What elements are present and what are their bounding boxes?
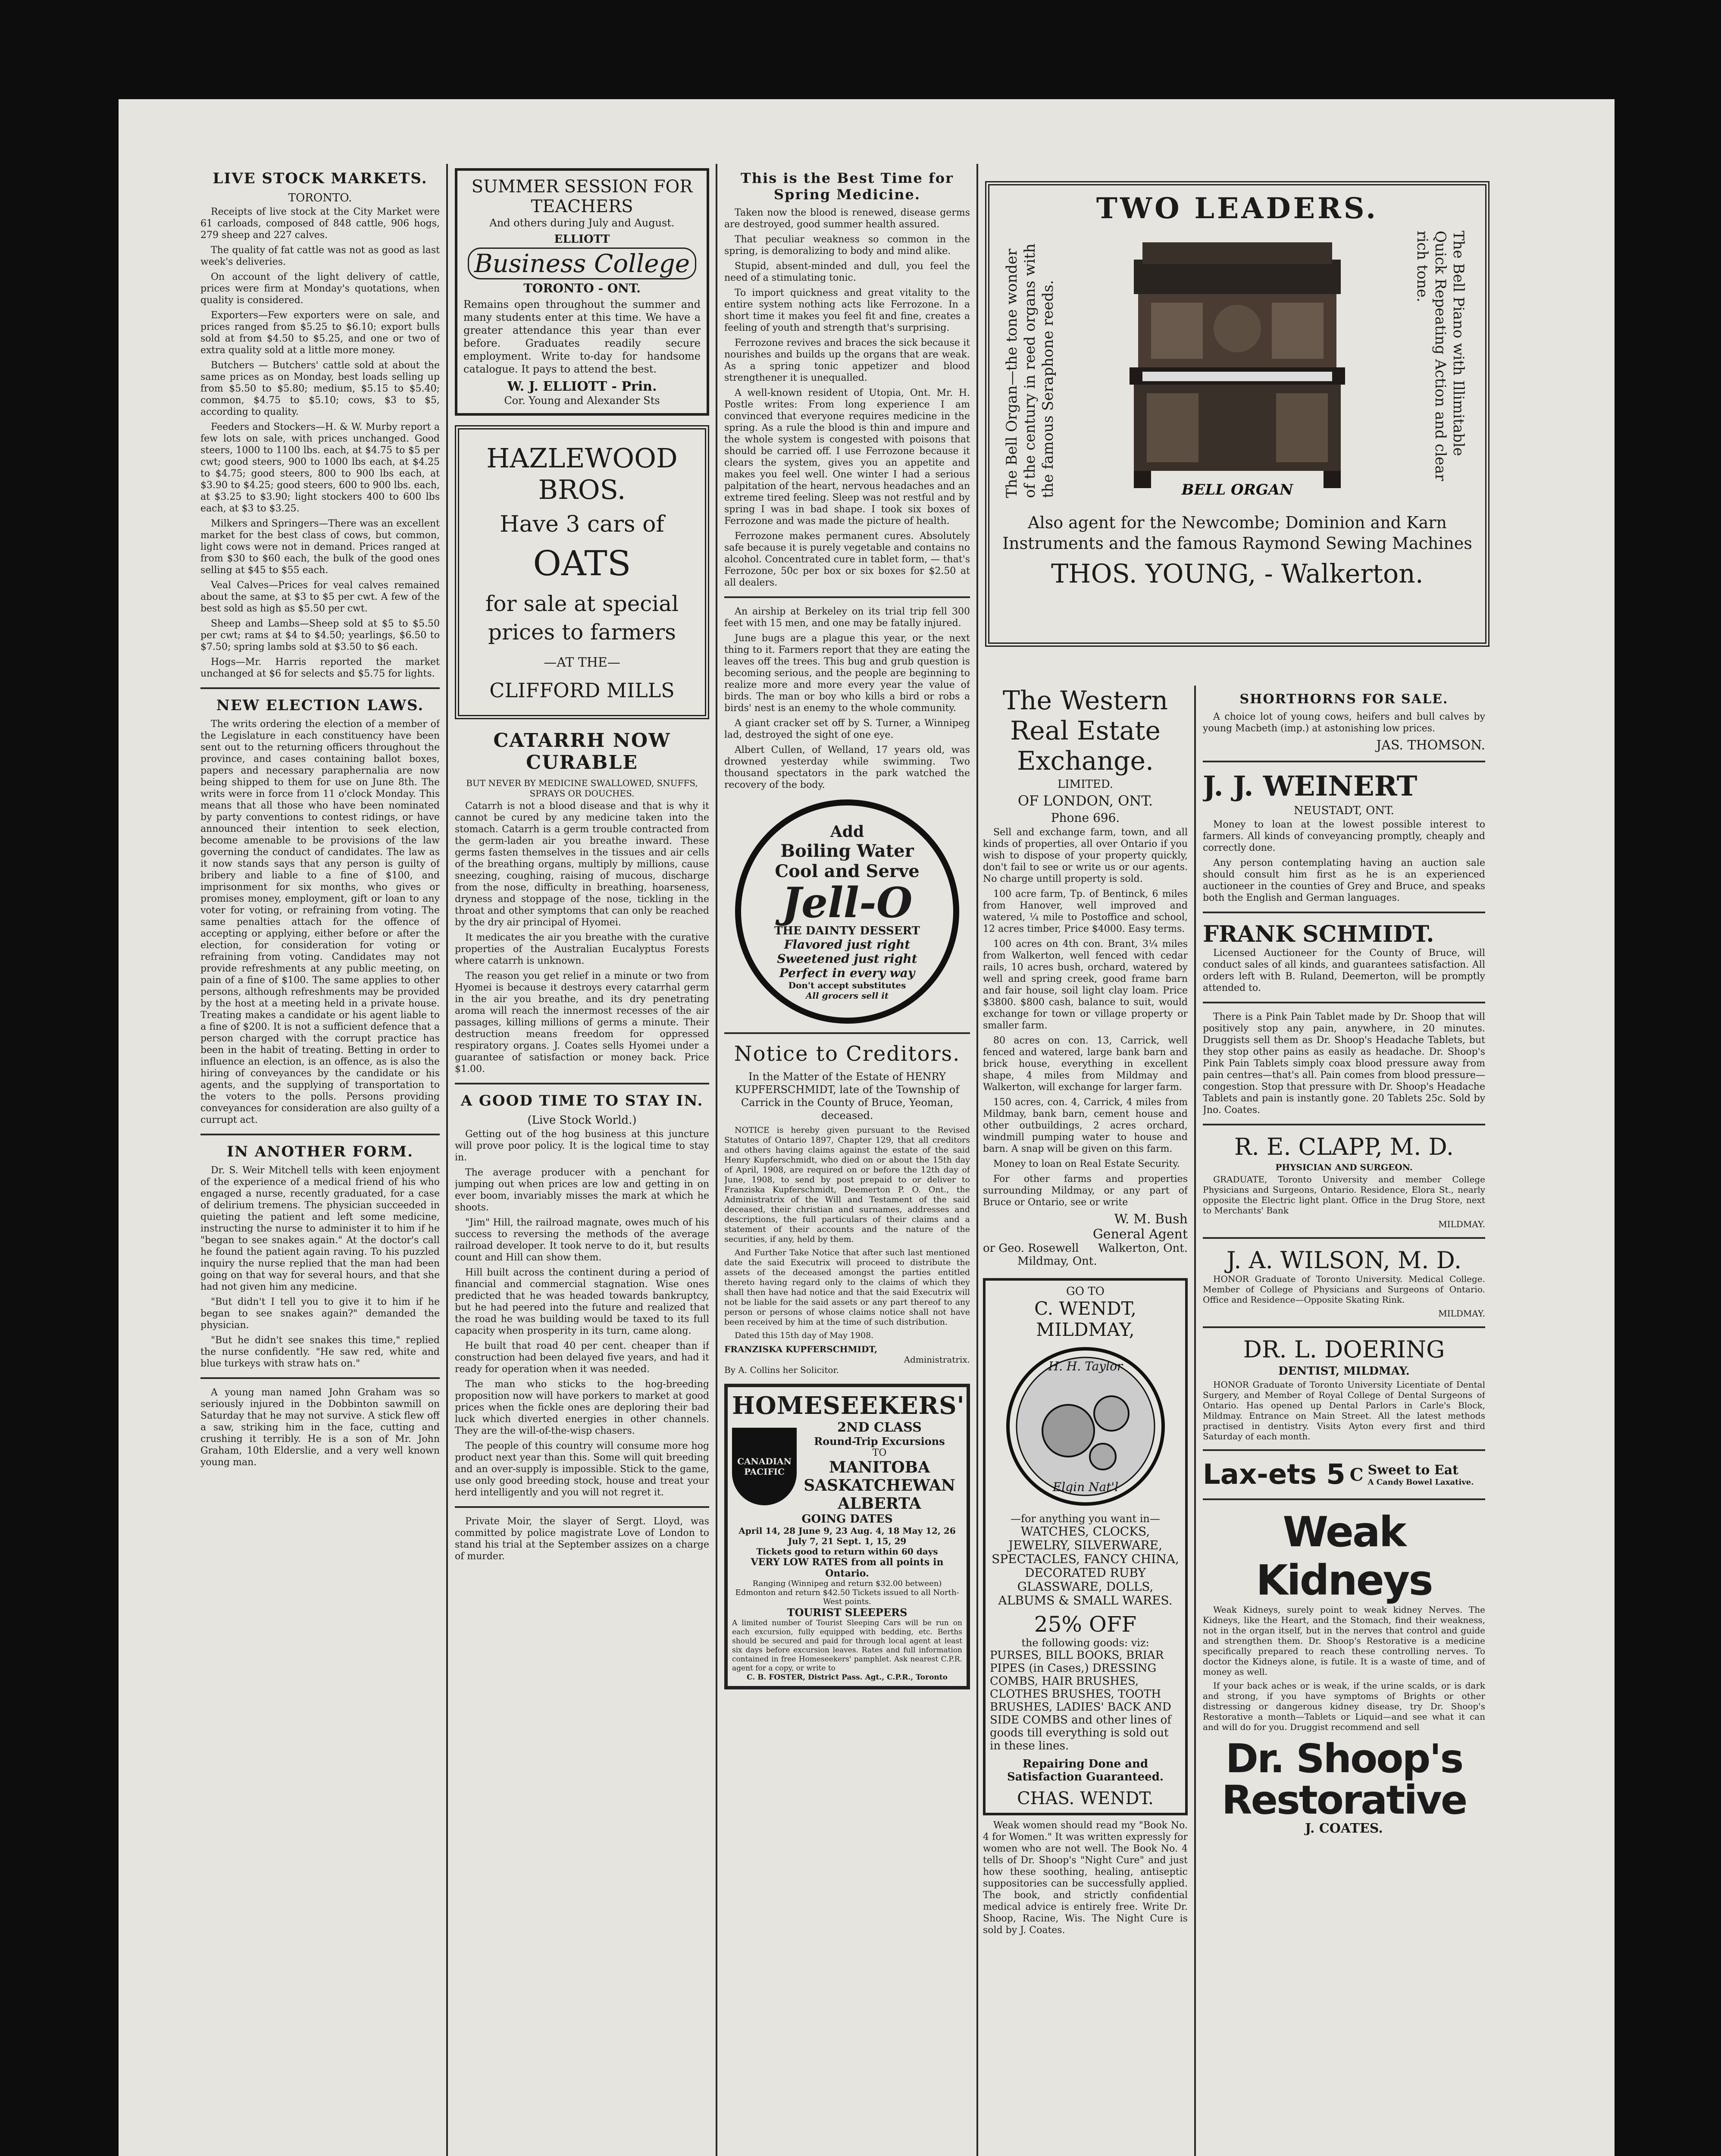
pocket-watch-icon [1004,1344,1167,1508]
shorthorns-title: SHORTHORNS FOR SALE. [1239,692,1449,707]
cpr-shield-icon [732,1428,797,1505]
jello-ad [735,799,959,1024]
wendt-following: the following goods: viz: [1021,1637,1149,1649]
cpr-agent: C. B. FOSTER, District Pass. Agt., C.P.R., Toronto [747,1673,948,1682]
hazlewood-line3: Have 3 cars of [500,511,664,537]
clapp-para: GRADUATE, Toronto University and member College Physicians and Surgeons, Ontario. Residence, Elora St., nearly opposite the Electric light plant. Office in the Drug Store, next to Merchants' Bank [1203,1174,1485,1216]
column-rule [446,164,448,2156]
hazlewood-line7: CLIFFORD MILLS [489,679,675,702]
weinert-para: Any person contemplating having an auction sale should consult him first as he is an experienced auctioneer in the counties of Grey and Bruce, and speaks both the English and German languages. [1203,858,1485,903]
divider [200,687,440,689]
election-title: NEW ELECTION LAWS. [216,697,424,714]
jello-brand: Jell-O [782,878,913,927]
doering-para: HONOR Graduate of Toronto University Licentiate of Dental Surgery, and Member of Royal College of Dental Surgeons of Ontario. Has opened up Dental Parlors in Carle's Block, Mildmay. Entrance on Main Street. All the latest methods practised in dentistry. Visits Ayton every first and third Saturday of each month. [1203,1379,1485,1442]
spring-para: Stupid, absent-minded and dull, you feel the need of a stimulating tonic. [724,261,970,283]
wendt-off: 25% OFF [1034,1612,1137,1637]
jello-line2: Boiling Water [780,841,914,861]
weinert-para: Money to loan at the lowest possible interest to farmers. All kinds of conveyancing promptly, cheaply and correctly done. [1203,819,1485,853]
organ-label: BELL ORGAN [1181,481,1293,498]
clapp-sub: PHYSICIAN AND SURGEON. [1275,1162,1413,1172]
cpr-dest3: ALBERTA [838,1495,921,1513]
shoop-title: Dr. Shoop's Restorative [1221,1736,1467,1823]
catarrh-para: It medicates the air you breathe with the curative properties of the Australian Eucalyptus Forests where catarrh is unknown. [455,932,709,966]
kidneys-title: Weak Kidneys [1256,1508,1432,1604]
goodtime-para: Getting out of the hog business at this juncture will prove poor policy. It is the logical time to stay in. [455,1129,709,1163]
cpr-sleepers: TOURIST SLEEPERS [787,1606,907,1619]
news-para: June bugs are a plague this year, or the next thing to it. Farmers report that they are eating the leaves off the trees. This bug and grub question is becoming serious, and the people are beginning to realize more and more every year the value of birds. The man or boy who kills a bird or robs a birds' nest is an enemy to the whole community. [724,633,970,714]
weinert-name: J. J. WEINERT [1203,770,1417,802]
cpr-sub2: Round-Trip Excursions [814,1435,945,1448]
notice-para: Dated this 15th day of May 1908. [735,1331,874,1340]
shorthorns-sign: JAS. THOMSON. [1376,738,1485,753]
goodtime-title: A GOOD TIME TO STAY IN. [460,1092,704,1109]
agent-text: Also agent for the Newcombe; Dominion and Karn Instruments and the famous Raymond Sewing Machines [1002,513,1472,553]
wendt-name: C. WENDT, MILDMAY, [1034,1298,1136,1340]
notice-sign: FRANZISKA KUPFERSCHMIDT, [724,1344,878,1354]
newspaper-sheet [119,99,1615,2156]
notice-role: Administratrix. [904,1354,970,1365]
clapp-town: MILDMAY. [1438,1219,1485,1229]
jello-tagline: THE DAINTY DESSERT [774,924,920,937]
cpr-rates: Ranging (Winnipeg and return $32.00 between) Edmonton and return $42.50 Tickets issued to all North-West points. [735,1579,959,1606]
another-para: Dr. S. Weir Mitchell tells with keen enjoyment of the experience of a medical friend of his who engaged a nurse, recently graduated, for a case of delirium tremens. The physician succeeded in quieting the patient and left some medicine, instructing the nurse to administer it to him if he "began to see snakes again." At the doctor's call he found the patient again raving. To his puzzled inquiry the nurse replied that the man had been going on that way for several hours, and that she had not given him any medicine. [200,1165,440,1292]
wendt-go: GO TO [1066,1285,1105,1298]
summer-session-ad [455,168,709,416]
divider [1203,912,1485,913]
divider [1203,1237,1485,1239]
hazlewood-line4: OATS [533,543,631,583]
shoop-sign: J. COATES. [1305,1821,1383,1836]
livestock-para: Hogs—Mr. Harris reported the market unchanged at $6 for selects and $5.75 for lights. [200,657,440,679]
spring-para: Ferrozone makes permanent cures. Absolutely safe because it is purely vegetable and contains no alcohol. Concentrated cure in tablet form, — that's Ferrozone, 50c per box or six boxes for $2.50 at all dealers. [724,531,970,588]
column-rule [716,164,717,2156]
college-owner: ELLIOTT [554,233,610,246]
wilson-town: MILDMAY. [1438,1308,1485,1319]
divider [1203,1124,1485,1125]
goodtime-para: Private Moir, the slayer of Sergt. Lloyd, was committed by police magistrate Love of London to stand his trial at the September assizes on a charge of murder. [455,1516,709,1562]
livestock-para: On account of the light delivery of cattle, prices were firm at Monday's quotations, when quality is considered. [200,272,440,306]
column-rule [976,164,978,2156]
jello-l4: Don't accept substitutes [788,980,906,990]
women-para: Weak women should read my "Book No. 4 for Women." It was written expressly for women who are not well. The Book No. 4 tells of Dr. Shoop's "Night Cure" and just how these soothing, healing, antiseptic suppositories can be successfully applied. The book, and strictly confidential medical advice is entirely free. Write Dr. Shoop, Racine, Wis. The Night Cure is sold by J. Coates. [983,1820,1188,1936]
hazlewood-line1: HAZLEWOOD [486,442,678,474]
cpr-good: Tickets good to return within 60 days [756,1546,938,1557]
wendt-goods2: PURSES, BILL BOOKS, BRIAR PIPES (in Cases,) DRESSING COMBS, HAIR BRUSHES, CLOTHES BRUSHES, TOOTH BRUSHES, LADIES' BACK AND SIDE COMBS and other lines of goods till everything is sold out in these lines. [990,1649,1171,1752]
laxets-title: Lax-ets 5 [1203,1459,1346,1491]
cpr-going: GOING DATES [801,1513,893,1526]
livestock-para: Veal Calves—Prices for veal calves remained about the same, at $3 to $5 per cwt. A few of the best sold as high as $5.50 per cwt. [200,580,440,614]
two-leaders-ad [985,181,1489,647]
column-4 [983,686,1188,2156]
another-para: A young man named John Graham was so seriously injured in the Dobbinton sawmill on Saturday that he may not survive. A stick flew off a saw, striking him in the face, cutting and crushing it terribly. He is a son of Mr. John Graham, 10th Elderslie, and a very well known young man. [200,1387,440,1468]
cpr-low: VERY LOW RATES from all points in Ontario. [751,1557,944,1579]
cpr-dest1: MANITOBA [829,1458,930,1476]
goodtime-para: The people of this country will consume more hog product next year than this. Some will quit breeding and an over-supply is impossible. Stick to the game, use only good breeding stock, house and treat your herd intelligently and you will not regret it. [455,1441,709,1498]
divider [1203,1002,1485,1003]
goodtime-para: Hill built across the continent during a period of financial and commercial stagnation. Wise ones predicted that he was headed towards bankruptcy, but he had peered into the future and realized that the road he was building would be taxed to its full capacity when prosperity in its turn, came along. [455,1267,709,1336]
news-para: A giant cracker set off by S. Turner, a Winnipeg lad, destroyed the sight of one eye. [724,718,970,740]
column-3 [724,164,970,2156]
watch-brand-label: Elgin Nat'l [1052,1480,1118,1494]
wendt-anything: —for anything you want in— [1011,1513,1160,1525]
jello-l5: All grocers sell it [805,990,889,1001]
jello-l2: Sweetened just right [777,952,917,966]
news-para: Albert Cullen, of Welland, 17 years old, was drowned yesterday while swimming. Two thousand spectators in the park watched the recovery of the body. [724,745,970,790]
divider [200,1377,440,1379]
western-title: The Western Real Estate Exchange. [1002,686,1168,776]
cpr-sub1: 2ND CLASS [837,1420,922,1435]
livestock-para: Receipts of live stock at the City Market were 61 carloads, composed of 848 cattle, 906 hogs, 279 sheep and 227 calves. [200,207,440,241]
western-alt-city: Mildmay, Ont. [1017,1255,1097,1268]
western-para: 100 acres on 4th con. Brant, 3¼ miles from Walkerton, well fenced with cedar rails, 10 acres bush, orchard, watered by well and spring creek, good frame barn and fair house, soil light clay loam. Price $3800. $800 cash, balance to suit, would exchange for town or village property or smaller farm. [983,939,1188,1031]
livestock-para: Exporters—Few exporters were on sale, and prices ranged from $5.25 to $6.10; export bulls sold at from $4.50 to $5.25, and one or two of extra quality sold at a little more money. [200,310,440,356]
wilson-para: HONOR Graduate of Toronto University. Medical College. Member of College of Physicians and Surgeons of Ontario. Office and Residence—Opposite Skating Rink. [1203,1274,1485,1305]
divider [455,1506,709,1508]
kidneys-para: Weak Kidneys, surely point to weak kidney Nerves. The Kidneys, like the Heart, and the Stomach, find their weakness, not in the organ itself, but in the nerves that control and guide and strengthen them. Dr. Shoop's Restorative is a medicine specifically prepared to reach these controlling nerves. To doctor the Kidneys alone, is futile. It is a waste of time, and of money as well. [1203,1604,1485,1677]
western-para: For other farms and properties surrounding Mildmay, or any part of Bruce or Ontario, see or write [983,1174,1188,1208]
laxets-c: C [1349,1464,1364,1485]
livestock-subtitle: TORONTO. [288,191,352,204]
another-para: "But didn't I tell you to give it to him if he began to see snakes again?" demanded the physician. [200,1297,440,1331]
doering-name: DR. L. DOERING [1243,1336,1445,1363]
hazlewood-line2: BROS. [538,474,626,505]
spring-para: Ferrozone revives and braces the sick because it nourishes and builds up the organs that are weak. As a spring tonic appetizer and blood strengthener it is unequalled. [724,338,970,383]
laxets-sub1: Sweet to Eat [1367,1463,1459,1478]
summer-title: SUMMER SESSION FOR TEACHERS [471,177,693,216]
hazlewood-line6: —AT THE— [544,655,620,670]
western-phone: Phone 696. [1051,811,1120,825]
wilson-name: J. A. WILSON, M. D. [1226,1247,1462,1274]
western-alt: or Geo. Rosewell [983,1242,1079,1255]
hazlewood-line5: for sale at special prices to farmers [485,591,679,645]
cpr-dest2: SASKATCHEWAN [804,1476,955,1495]
dealer-name: THOS. YOUNG, - Walkerton. [1051,559,1424,589]
jello-l1: Flavored just right [784,937,911,952]
cpr-to: TO [872,1448,887,1458]
another-para: "But he didn't see snakes this time," replied the nurse confidently. "He saw red, white and blue turkeys with straw hats on." [200,1335,440,1369]
spring-title: This is the Best Time for Spring Medicine. [741,170,954,203]
weinert-town: NEUSTADT, ONT. [1294,804,1394,817]
divider [455,1083,709,1084]
shorthorns-para: A choice lot of young cows, heifers and bull calves by young Macbeth (imp.) at astonishing low prices. [1203,711,1485,734]
column-rule [1194,686,1196,2156]
notice-para: And Further Take Notice that after such last mentioned date the said Executrix will proceed to distribute the assets of the deceased amongst the parties entitled thereto having regard only to the claims of which they shall then have had notice and that the said Executrix will not be liable for the said assets or any part thereof to any person or persons of whose claims notice shall not have been received by him at the time of such distribution. [724,1248,970,1327]
catarrh-para: Catarrh is not a blood disease and that is why it cannot be cured by any medicine taken into the stomach. Catarrh is a germ trouble contracted from the germ-laden air you breathe inward. These germs fasten themselves in the tissues and air cells of the breathing organs, multiply by millions, cause sneezing, coughing, raising of mucous, discharge from the nose, difficulty in breathing, hoarseness, dryness and stoppage of the nose, tickling in the throat and other symptoms that can only be reached by the dry air principal of Hyomei. [455,801,709,928]
notice-solicitor: By A. Collins her Solicitor. [724,1365,839,1375]
divider [1203,1498,1485,1500]
western-para: 80 acres on con. 13, Carrick, well fenced and watered, large bank barn and brick house, everything in excellent shape, 4 miles from Mildmay and Walkerton, will exchange for larger farm. [983,1035,1188,1093]
divider [200,1134,440,1135]
news-para: An airship at Berkeley on its trial trip fell 300 feet with 15 men, and one may be fatally injured. [724,606,970,629]
column-2 [455,164,709,2156]
divider [724,1032,970,1034]
goodtime-sub: (Live Stock World.) [527,1114,637,1127]
kidneys-para: If your back aches or is weak, if the urine scalds, or is dark and strong, if you have symptoms of Brights or other distressing or dangerous kidney disease, try Dr. Shoop's Restorative a month—Tablets or Liquid—and see what it can and will do for you. Druggist recommend and sell [1203,1680,1485,1732]
column-5 [1203,686,1485,2156]
catarrh-sub: BUT NEVER BY MEDICINE SWALLOWED, SNUFFS, SPRAYS OR DOUCHES. [466,778,698,799]
notice-para: NOTICE is hereby given pursuant to the Revised Statutes of Ontario 1897, Chapter 129, that all creditors and others having claims against the estate of the said Henry Kupferschmidt, who died on or about the 15th day of April, 1908, are required on or before the 12th day of June, 1908, to send by post prepaid to or deliver to Franziska Kupferschmidt, Deemerton P. O. Ont., the Administratrix of the Will and Testament of the said deceased, their christian and surnames, addresses and descriptions, the full particulars of their claims and a statement of their accounts and the nature of the securities, if any, held by them. [724,1125,970,1244]
spring-para: Taken now the blood is renewed, disease germs are destroyed, good summer health assured. [724,207,970,230]
watch-maker-label: H. H. Taylor [1048,1359,1123,1373]
goodtime-para: "Jim" Hill, the railroad magnate, owes much of his success to reversing the methods of the average railroad developer. It took nerve to do it, but results count and Hill can show them. [455,1217,709,1263]
column-1 [200,164,440,2156]
livestock-para: Butchers — Butchers' cattle sold at about the same prices as on Monday, best loads selling up from $5.50 to $5.80; medium, $5.15 to $5.40; common, $4.75 to $5.10; cows, $3 to $5, according to quality. [200,360,440,417]
livestock-para: The quality of fat cattle was not as good as last week's deliveries. [200,245,440,267]
goodtime-para: The man who sticks to the hog-breeding proposition now will have porkers to market at good prices when the fickle ones are deploring their bad luck which diverted energies in other channels. They are the will-of-the-wisp chasers. [455,1379,709,1436]
jello-l3: Perfect in every way [779,966,915,980]
western-city: OF LONDON, ONT. [1017,793,1153,809]
doering-sub: DENTIST, MILDMAY. [1278,1365,1410,1378]
catarrh-title: CATARRH NOW CURABLE [493,730,671,774]
cpr-dates: April 14, 28 June 9, 23 Aug. 4, 18 May 12, 26 July 7, 21 Sept. 1, 15, 29 [738,1526,956,1546]
livestock-title: LIVE STOCK MARKETS. [213,170,428,187]
principal: W. J. ELLIOTT - Prin. [507,379,657,394]
organ-left-text: The Bell Organ—the tone wonder of the century in reed organs with the famous Seraphone reeds. [1003,243,1057,498]
hazlewood-ad [455,425,709,719]
western-para: Sell and exchange farm, town, and all kinds of properties, all over Ontario if you wish to dispose of your property quickly, don't fail to see or write us or our agents. No charge untill property is sold. [983,827,1188,884]
two-leaders-title: TWO LEADERS. [1096,191,1379,225]
divider [1203,1326,1485,1328]
cpr-ad [724,1384,970,1689]
cpr-fine: A limited number of Tourist Sleeping Cars will be run on each excursion, fully equipped with bedding, etc. Berths should be secured and paid for through local agent at least six days before excursion leaves. Rates and full information contained in free Homeseekers' pamphlet. Ask nearest C.P.R. agent for a copy, or write to [732,1619,962,1673]
livestock-para: Sheep and Lambs—Sheep sold at $5 to $5.50 per cwt; rams at $4 to $4.50; yearlings, $6.50 to $7.50; spring lambs sold at $3.50 to $6 each. [200,618,440,652]
jello-line3: Cool and Serve [775,861,920,881]
summer-body: Remains open throughout the summer and many students enter at this time. We have a greater attendance this year than ever before. Graduates readily secure employment. Write to-day for handsome catalogue. It pays to attend the best. [463,298,701,375]
livestock-para: Feeders and Stockers—H. & W. Murby report a few lots on sale, with prices unchanged. Good steers, 1000 to 1100 lbs. each, at $4.75 to $5 per cwt; good steers, 900 to 1000 lbs each, at $4.25 to $4.75; good steers, 800 to 900 lbs each, at $3.90 to $4.25; good steers, 600 to 900 lbs. each, at $3.25 to $3.90; light stockers 400 to 600 lbs each, at $3 to $3.25. [200,422,440,514]
notice-title: Notice to Creditors. [734,1042,961,1066]
wendt-ad [983,1278,1188,1815]
pink-tablet-para: There is a Pink Pain Tablet made by Dr. Shoop that will positively stop any pain, anywhere, in 20 minutes. Druggists sell them as Dr. Shoop's Headache Tablets, but they stop other pains as easily as headache. Dr. Shoop's Pink Pain Tablets simply coax blood pressure away from pain centres—that's all. Pain comes from blood pressure—congestion. Stop that pressure with Dr. Shoop's Headache Tablets and pain is instantly gone. 20 Tablets 25c. Sold by Jno. Coates. [1203,1012,1485,1116]
schmidt-para: Licensed Auctioneer for the County of Bruce, will conduct sales of all kinds, and guarantees satisfaction. All orders left with B. Ruland, Deemerton, will be promptly attended to. [1203,948,1485,993]
another-form-title: IN ANOTHER FORM. [227,1143,413,1160]
divider [1203,761,1485,762]
wendt-owner: CHAS. WENDT. [1017,1789,1154,1808]
bell-organ-image [1104,234,1371,501]
college-name: Business College [468,248,696,279]
goodtime-para: The average producer with a penchant for jumping out when prices are low and getting in on ever boom, invariably misses the mark at which he shoots. [455,1167,709,1213]
spring-para: A well-known resident of Utopia, Ont. Mr. H. Postle writes: From long experience I am convinced that everyone requires medicine in the spring. As a rule the blood is thin and impure and the whole system is congested with poisons that should be carried off. I use Ferrozone because it clears the system, gives you an appetite and makes you feel well. One winter I had a serious palpitation of the heart, nervous headaches and an extreme tired feeling. Sleep was not restful and by spring I was in bad shape. I took six boxes of Ferrozone and was made the picture of health. [724,388,970,526]
western-para: 100 acre farm, Tp. of Bentinck, 6 miles from Hanover, well improved and watered, ¼ mile to Postoffice and school, 12 acres timber, Price $4000. Easy terms. [983,889,1188,934]
wendt-goods: WATCHES, CLOCKS, JEWELRY, SILVERWARE, SPECTACLES, FANCY CHINA, DECORATED RUBY GLASSWARE, DOLLS, ALBUMS & SMALL WARES. [992,1524,1179,1608]
goodtime-para: He built that road 40 per cent. cheaper than if construction had been delayed five years, and had it ready for operation when it was needed. [455,1341,709,1375]
wendt-repair: Repairing Done and Satisfaction Guaranteed. [1007,1758,1164,1783]
livestock-para: Milkers and Springers—There was an excellent market for the best class of cows, but common, light cows were not in demand. Prices ranged at from $30 to $60 each, the bulk of the good ones selling at $45 to $55 each. [200,518,440,576]
jello-line1: Add [830,823,864,841]
western-limited: LIMITED. [1058,778,1113,791]
college-address: Cor. Young and Alexander Sts [504,395,660,407]
clapp-name: R. E. CLAPP, M. D. [1234,1133,1454,1160]
election-para: The writs ordering the election of a member of the Legislature in each constituency have been sent out to the returning officers throughout the province, and cases containing ballot boxes, papers and necessary paraphernalia are now being shipped to them for use on June 8th. The writs were in force from 11 o'clock Monday. This means that all those who have been nominated by party conventions to contest ridings, or have announced their intention to seek election, become amenable to be provisions of the law governing the conduct of candidates. The law as it now stands says that any person is guilty of bribery and liable to a fine of $100, and imprisonment for six months, who gives or promises money, employment, gift or loan to any voter for voting, or refraining from voting. The same penalties attach for the offence of accepting or applying, either before or after the election, for consideration for voting or refraining from voting. Candidates may not provide refreshments at any public meeting, on pain of a fine of $100. The same applies to other persons, although refreshments may be provided by the host at a meeting held in a private house. Treating makes a candidate or his agent liable to a fine of $200. It is not a sufficient defence that a person charged with the corrupt practice has been in the habit of treating. Betting in order to influence an election, is an offence, as is also the hiring of conveyances by the candidate or his agents, and the supplying of transportation to the voters to the polls. Persons providing conveyances for consideration are also guilty of a currupt act. [200,719,440,1125]
laxets-ad [1203,1459,1485,1491]
western-para: 150 acres, con. 4, Carrick, 4 miles from Mildmay, bank barn, cement house and other outbuildings, 2 acres orchard, windmill pumping water to house and barn. A snap will be given on this farm. [983,1097,1188,1154]
organ-right-text: The Bell Piano with Illimitable Quick Repeating Action and clear rich tone. [1414,231,1467,481]
laxets-sub2: A Candy Bowel Laxative. [1367,1478,1474,1487]
schmidt-name: FRANK SCHMIDT. [1203,921,1434,947]
spring-para: That peculiar weakness so common in the spring, is demoralizing to body and mind alike. [724,234,970,257]
cpr-shield-text: CANADIAN PACIFIC [737,1456,792,1477]
divider [1203,1449,1485,1451]
cpr-title: HOMESEEKERS' [732,1391,965,1420]
divider [724,596,970,598]
western-agent: W. M. Bush [1114,1212,1188,1227]
spring-para: To import quickness and great vitality to the entire system nothing acts like Ferrozone. In a short time it makes you feel fit and fine, creates a feeling of youth and strength that's surprising. [724,288,970,333]
summer-sub: And others during July and August. [489,217,675,229]
western-agent-city: Walkerton, Ont. [1098,1242,1188,1255]
western-para: Money to loan on Real Estate Security. [993,1159,1180,1169]
college-city: TORONTO - ONT. [523,281,641,295]
western-agent-role: General Agent [1092,1227,1188,1242]
notice-sub: In the Matter of the Estate of HENRY KUPFERSCHMIDT, late of the Township of Carrick in the County of Bruce, Yeoman, deceased. [735,1071,960,1122]
catarrh-para: The reason you get relief in a minute or two from Hyomei is because it destroys every catarrhal germ in the air you breathe, and its dry penetrating aroma will reach the innermost recesses of the air passages, killing millions of germs a minute. Their destruction means freedom for oppressed respiratory organs. J. Coates sells Hyomei under a guarantee of satisfaction or money back. Price $1.00. [455,971,709,1075]
